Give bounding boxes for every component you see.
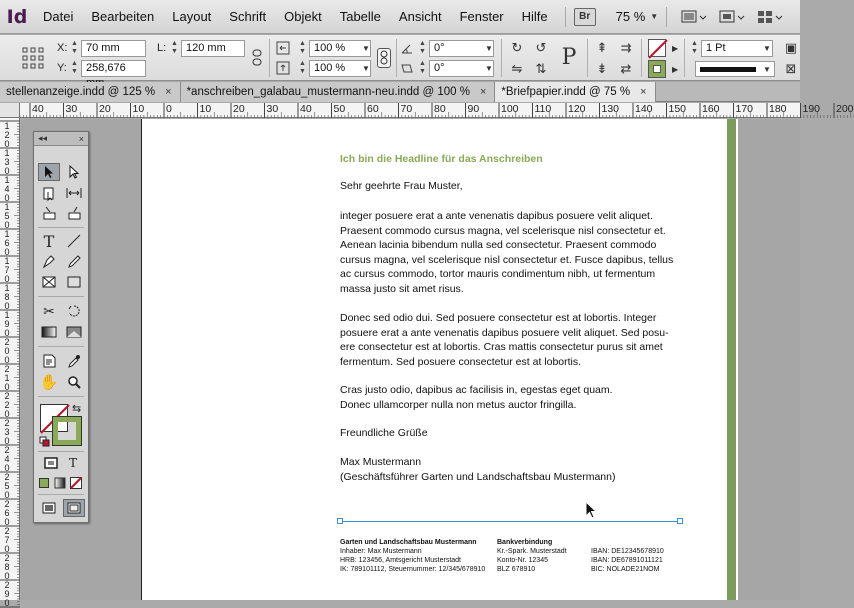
close-icon[interactable]: ×: [640, 86, 647, 98]
none-swatch-icon: [649, 40, 667, 58]
l-label: L:: [157, 42, 167, 54]
chevron-down-icon[interactable]: ▼: [362, 64, 370, 73]
default-fill-stroke-icon[interactable]: [40, 436, 50, 446]
ruler-label: 150: [668, 103, 687, 115]
control-separator: [684, 39, 685, 77]
gradient-feather-tool[interactable]: [63, 323, 85, 341]
scale-x-field[interactable]: 100 %: [309, 40, 371, 57]
menubar-separator: [666, 7, 667, 27]
close-icon[interactable]: ×: [479, 86, 487, 98]
text-line: fermentum. Sed posuere consectetur est at lobortis.: [340, 355, 582, 368]
control-separator: [501, 39, 502, 77]
ruler-label: 20: [233, 103, 245, 115]
ruler-label: 2 1 0: [4, 364, 10, 392]
signature-title: (Geschäftsführer Garten und Landschaftsbau Mustermann): [340, 470, 616, 483]
tab-label: stellenanzeige.indd @ 125 %: [6, 86, 156, 98]
view-options-icon: [681, 9, 707, 25]
footer-line: Inhaber: Max Mustermann: [340, 548, 422, 555]
selection-handle-left[interactable]: [337, 518, 343, 524]
control-separator: [269, 39, 270, 77]
menu-bearbeiten[interactable]: Bearbeiten: [91, 8, 155, 24]
close-icon[interactable]: ×: [165, 86, 172, 98]
tab-label: *Briefpapier.indd @ 75 %: [501, 86, 631, 98]
screen-mode-icon: [719, 9, 745, 25]
ruler-label: 1 2 0: [4, 121, 10, 149]
apply-color-icon: [39, 478, 49, 488]
ruler-label: 1 9 0: [4, 310, 10, 338]
gap-tool[interactable]: [63, 184, 85, 202]
zoom-value: 75 %: [615, 9, 646, 24]
footer-line: IK: 789101112, Steuernummer: 12/345/678910: [340, 566, 486, 573]
fit-frame-icon[interactable]: ▣: [784, 40, 798, 55]
select-next-icon[interactable]: ⇄: [620, 61, 632, 76]
text-line: Donec ullamcorper nulla non metus auctor fringilla.: [340, 398, 577, 411]
x-spinner[interactable]: ▲ ▼: [71, 40, 78, 55]
chevron-down-icon[interactable]: ▼: [485, 44, 493, 53]
free-transform-icon: [67, 304, 81, 318]
bleed-bar: [727, 119, 736, 600]
swap-fill-stroke-icon[interactable]: ⇆: [72, 403, 82, 415]
formatting-container-button[interactable]: [40, 454, 62, 472]
zoom-dropdown[interactable]: [616, 9, 659, 24]
tools-panel: [33, 131, 89, 523]
ruler-label: 0: [166, 103, 172, 115]
chevron-down-icon[interactable]: ▼: [362, 44, 370, 53]
shear-spinner[interactable]: ▲ ▼: [419, 60, 426, 75]
selection-handle-right[interactable]: [677, 518, 683, 524]
bridge-button[interactable]: Br: [574, 8, 596, 26]
ruler-label: 40: [32, 103, 44, 115]
reference-point-icon[interactable]: [22, 47, 44, 69]
apply-none-icon: [70, 477, 82, 489]
hand-tool[interactable]: [38, 373, 60, 391]
indesign-logo: Id: [6, 5, 28, 28]
ruler-label: 2 4 0: [4, 445, 10, 473]
constrain-scale-button[interactable]: [377, 48, 391, 68]
ruler-label: 170: [735, 103, 754, 115]
direct-selection-tool[interactable]: [63, 163, 85, 181]
line-tool-icon: [67, 234, 81, 248]
control-separator: [396, 39, 397, 77]
letter-paragraph-2[interactable]: [340, 311, 669, 369]
arrange-documents-icon: [757, 9, 783, 25]
chevron-down-icon[interactable]: ▼: [763, 65, 771, 74]
footer-line: BLZ 678910: [497, 566, 536, 573]
fill-swatch-none[interactable]: [648, 39, 666, 57]
menu-datei[interactable]: Datei: [43, 8, 74, 24]
footer-line: IBAN: DE67891011121: [591, 557, 663, 564]
text-line: ere consectetur est at lobortis. Cras mattis consectetur purus sit amet: [340, 341, 663, 353]
menu-ansicht[interactable]: Ansicht: [398, 8, 442, 24]
rotation-spinner[interactable]: ▲ ▼: [419, 40, 426, 55]
collapse-panel-button[interactable]: ◂◂: [38, 133, 48, 143]
vertical-ruler[interactable]: [0, 103, 20, 608]
content-collector-icon: [42, 206, 56, 220]
text-line: integer posuere erat a ante venenatis dapibus posuere velit aliquet.: [340, 210, 653, 222]
ruler-label: 30: [266, 103, 279, 115]
apply-color-button[interactable]: [36, 474, 52, 492]
stroke-weight-field[interactable]: 1 Pt: [701, 40, 773, 57]
ruler-label: 200: [836, 103, 854, 115]
footer-line: Kr.-Spark. Musterstadt: [497, 548, 567, 555]
footer-company[interactable]: [340, 538, 485, 574]
ruler-label: 70: [400, 103, 413, 115]
pencil-tool-icon: [67, 254, 81, 268]
text-line: massa justo sit amet risus.: [340, 282, 464, 295]
rotation-icon: [400, 41, 414, 55]
stroke-box[interactable]: [53, 417, 81, 445]
ruler-label: 2 0 0: [4, 337, 10, 365]
ruler-label: 110: [534, 103, 552, 115]
screen-mode-button[interactable]: [717, 6, 747, 28]
menu-tabelle[interactable]: Tabelle: [339, 8, 381, 24]
text-line: Aenean lacinia bibendum nulla sed consectetur. Praesent commodo: [340, 239, 657, 251]
tab-label: *anschreiben_galabau_mustermann-neu.indd @ 100 %: [186, 86, 470, 98]
menu-hilfe[interactable]: Hilfe: [521, 8, 548, 24]
tools-separator: [38, 346, 84, 347]
gradient-feather-icon: [66, 326, 82, 338]
tools-separator: [38, 296, 84, 297]
ruler-label: 2 7 0: [4, 526, 10, 554]
preview-view-button[interactable]: [63, 499, 85, 517]
shear-field[interactable]: 0°: [429, 60, 494, 77]
y-spinner[interactable]: ▲ ▼: [71, 60, 78, 75]
tab-anschreiben[interactable]: [181, 82, 496, 102]
text-line: Praesent commodo cursus magna, vel scelerisque nisl consectetur et.: [340, 224, 666, 237]
stroke-swatch[interactable]: [648, 60, 666, 78]
formatting-text-button[interactable]: [62, 454, 84, 472]
footer-line: BIC: NOLADE21NOM: [591, 566, 660, 573]
ruler-label: 120: [568, 103, 586, 115]
ruler-label: 1 6 0: [4, 229, 10, 257]
text-line: Cras justo odio, dapibus ac facilisis in, egestas eget quam.: [340, 384, 613, 396]
tools-separator: [38, 494, 84, 495]
ruler-label: 10: [132, 103, 145, 115]
hand-icon: ✋: [39, 374, 59, 391]
mouse-pointer-icon: [585, 501, 599, 521]
scale-y-icon: [275, 60, 291, 76]
l-spinner[interactable]: ▲ ▼: [171, 40, 178, 55]
direct-selection-icon: [68, 165, 80, 179]
fit-content-icon[interactable]: ⊠: [785, 61, 797, 76]
select-previous-icon[interactable]: ⇉: [620, 40, 632, 55]
ruler-label: 2 2 0: [4, 391, 10, 419]
type-tool-icon: T: [43, 231, 55, 251]
apply-gradient-icon: [55, 478, 65, 488]
fill-menu-arrow[interactable]: ▶: [672, 44, 679, 53]
footer-bank-title: Bankverbindung: [497, 539, 553, 546]
stroke-swatch-inner: [653, 65, 661, 73]
pen-tool-icon: [42, 254, 56, 268]
ruler-label: 2 5 0: [4, 472, 10, 500]
footer-line: HRB: 123456, Amtsgericht Musterstadt: [340, 557, 461, 564]
content-placer-tool[interactable]: [63, 204, 85, 222]
scale-y-field[interactable]: 100 %: [309, 60, 371, 77]
page-tool[interactable]: [38, 184, 60, 202]
control-panel: [0, 35, 800, 81]
apply-gradient-button[interactable]: [52, 474, 68, 492]
text-line: cursus magna, vel scelerisque nisl consectetur et. Fusce dapibus, tellus: [340, 253, 674, 266]
close-icon[interactable]: ×: [78, 133, 84, 144]
ruler-label: 140: [635, 103, 653, 115]
menu-objekt[interactable]: Objekt: [284, 8, 322, 24]
rectangle-tool-icon: [67, 276, 81, 288]
normal-view-icon: [42, 502, 56, 514]
ruler-label: 60: [367, 103, 379, 115]
default-colors-icon: [40, 437, 50, 447]
eyedropper-tool[interactable]: [63, 352, 85, 370]
letter-signature[interactable]: [340, 455, 615, 484]
selection-tool[interactable]: [38, 163, 60, 181]
flip-vertical-icon[interactable]: ⇅: [535, 61, 547, 76]
rotate-cw-icon[interactable]: ↻: [511, 40, 523, 55]
content-placer-icon: [67, 206, 81, 220]
preview-view-icon: [67, 502, 81, 514]
horizontal-ruler[interactable]: [20, 103, 854, 118]
letter-paragraph-3[interactable]: [340, 383, 613, 412]
letter-paragraph-1[interactable]: [340, 209, 673, 296]
letter-salutation[interactable]: Sehr geehrte Frau Muster,: [340, 180, 463, 192]
flip-horizontal-icon[interactable]: ⇋: [511, 61, 523, 76]
scissors-icon: ✂: [43, 302, 55, 319]
constrain-proportions-icon[interactable]: [248, 49, 266, 67]
text-format-icon: T: [68, 456, 77, 470]
ruler-label: 1 3 0: [4, 148, 10, 176]
letter-headline[interactable]: Ich bin die Headline für das Anschreiben: [340, 153, 543, 165]
ruler-label: 20: [99, 103, 111, 115]
ruler-label: 80: [434, 103, 446, 115]
note-tool-icon: [42, 354, 56, 368]
ruler-label: 50: [333, 103, 346, 115]
tab-briefpapier[interactable]: [495, 82, 655, 102]
menubar: [0, 0, 800, 34]
ruler-label: 130: [601, 103, 620, 115]
free-transform-tool[interactable]: [63, 302, 85, 320]
ruler-label: 2 3 0: [4, 418, 10, 446]
rectangle-tool[interactable]: [63, 273, 85, 291]
stroke-weight-spinner[interactable]: ▲ ▼: [691, 40, 698, 55]
control-separator: [587, 39, 588, 77]
chevron-down-icon[interactable]: ▼: [763, 44, 771, 53]
chevron-down-icon: ▼: [650, 12, 659, 21]
zoom-tool-icon: [67, 375, 81, 389]
container-icon: [44, 457, 58, 469]
chain-icon: [378, 49, 390, 67]
flip-indicator: P: [561, 45, 577, 70]
selection-arrow-icon: [43, 165, 55, 179]
pencil-tool[interactable]: [63, 252, 85, 270]
footer-line: Konto-Nr. 12345: [497, 557, 548, 564]
x-field[interactable]: 70 mm: [81, 40, 146, 57]
normal-view-button[interactable]: [38, 499, 60, 517]
text-line: posuere erat a ante venenatis dapibus posuere velit aliquet. Sed posu-: [340, 326, 669, 339]
ruler-origin[interactable]: [0, 103, 20, 118]
control-separator: [641, 39, 642, 77]
chevron-down-icon[interactable]: ▼: [485, 64, 493, 73]
tools-separator: [38, 396, 84, 397]
ruler-label: 2 6 0: [4, 499, 10, 527]
pen-tool[interactable]: [38, 252, 60, 270]
ruler-label: 1 7 0: [4, 256, 10, 284]
note-tool[interactable]: [38, 352, 60, 370]
scale-y-spinner[interactable]: ▲ ▼: [299, 60, 306, 75]
stroke-menu-arrow[interactable]: ▶: [672, 65, 679, 74]
eyedropper-icon: [67, 354, 81, 368]
ruler-label: 10: [199, 103, 212, 115]
menu-schrift[interactable]: Schrift: [229, 8, 267, 24]
footer-line: IBAN: DE12345678910: [591, 548, 664, 555]
shear-icon: [400, 61, 414, 75]
tools-panel-header[interactable]: [34, 132, 88, 146]
stroke-type-preview: [700, 67, 756, 72]
selected-line[interactable]: [340, 521, 680, 522]
document-tabbar: [0, 82, 800, 102]
ruler-label: 160: [702, 103, 720, 115]
rotate-ccw-icon[interactable]: ↺: [535, 40, 547, 55]
tab-stellenanzeige[interactable]: [0, 82, 181, 102]
ruler-label: 1 4 0: [4, 175, 10, 203]
ruler-label: 40: [300, 103, 312, 115]
y-field[interactable]: 258,676: [81, 60, 146, 77]
ruler-label: 2 8 0: [4, 553, 10, 581]
menu-layout[interactable]: Layout: [172, 8, 212, 24]
select-container-icon[interactable]: ⇞: [596, 40, 608, 55]
rotation-field[interactable]: 0°: [429, 40, 494, 57]
ruler-label: 1 5 0: [4, 202, 10, 230]
menubar-separator: [565, 7, 566, 27]
text-line: Donec sed odio dui. Sed posuere consectetur est at lobortis. Integer: [340, 312, 657, 324]
signature-name: Max Mustermann: [340, 456, 422, 468]
page-tool-icon: [42, 186, 56, 200]
footer-bank[interactable]: [497, 538, 567, 574]
tools-separator: [38, 227, 84, 228]
view-options-button[interactable]: [679, 6, 709, 28]
letter-closing[interactable]: Freundliche Grüße: [340, 427, 428, 439]
type-tool[interactable]: [38, 232, 60, 250]
line-tool[interactable]: [63, 232, 85, 250]
gradient-swatch-icon: [41, 326, 57, 338]
ruler-label: 180: [769, 103, 787, 115]
gap-tool-icon: [66, 186, 82, 200]
scale-x-icon: [275, 40, 291, 56]
ruler-label: 1 8 0: [4, 283, 10, 311]
ruler-label: 2 9 0: [4, 580, 10, 608]
x-label: X:: [57, 42, 68, 54]
select-content-icon[interactable]: ⇟: [596, 61, 608, 76]
text-line: ac cursus commodo, tortor mauris condimentum nibh, ut fermentum: [340, 268, 656, 280]
ruler-label: 190: [802, 103, 821, 115]
link-icon: [250, 49, 264, 67]
footer-company-title: Garten und Landschaftsbau Mustermann: [340, 539, 477, 546]
scissors-tool[interactable]: [38, 302, 60, 320]
content-collector-tool[interactable]: [38, 204, 60, 222]
scale-x-spinner[interactable]: ▲ ▼: [299, 40, 306, 55]
apply-none-button[interactable]: [68, 474, 84, 492]
footer-iban[interactable]: [591, 547, 664, 574]
rectangle-frame-icon: [42, 276, 56, 288]
ruler-label: 100: [501, 103, 519, 115]
ruler-label: 90: [467, 103, 480, 115]
l-field[interactable]: 120 mm: [181, 40, 245, 57]
arrange-documents-button[interactable]: [755, 6, 785, 28]
tools-separator: [38, 451, 84, 452]
rectangle-frame-tool[interactable]: [38, 273, 60, 291]
zoom-tool[interactable]: [63, 373, 85, 391]
gradient-swatch-tool[interactable]: [38, 323, 60, 341]
y-label: Y:: [57, 62, 67, 74]
menu-fenster[interactable]: Fenster: [459, 8, 504, 24]
ruler-label: 30: [65, 103, 78, 115]
